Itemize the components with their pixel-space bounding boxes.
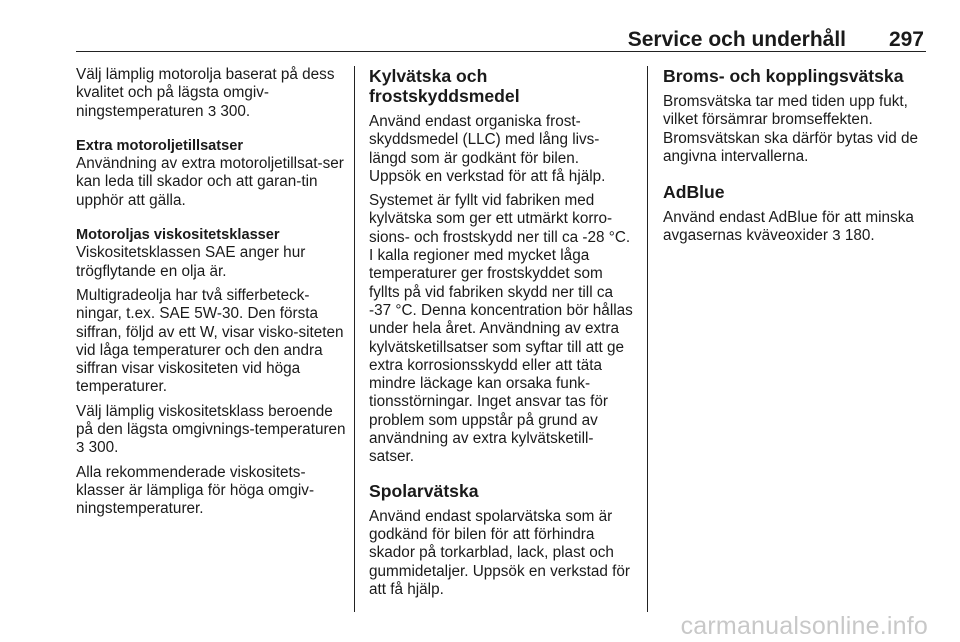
column-divider-2 (647, 66, 648, 612)
adblue-heading: AdBlue (663, 182, 725, 203)
section-title: Motoroljas viskositetsklasser (76, 227, 280, 244)
page-number: 297 (888, 28, 924, 51)
engine-oil-additives-section: Extra motoroljetillsatser Användning av extra motoroljetillsat-ser kan leda till skador och att garan-tin upphör att gälla. (76, 137, 344, 209)
page-ref-icon: 3 (207, 102, 217, 120)
watermark: carmanualsonline.info (680, 612, 928, 640)
page-ref-link[interactable]: 180. (844, 227, 875, 245)
column-2 (369, 66, 633, 605)
page-ref-icon: 3 (76, 439, 85, 457)
coolant-heading: Kylvätska och frostskyddsmedel (369, 66, 520, 106)
adblue-paragraph: Använd endast AdBlue för att minska avgasernas kväveoxider 3 180. (663, 209, 914, 245)
header-divider (76, 51, 926, 52)
brake-fluid-paragraph: Bromsvätska tar med tiden upp fukt, vilket försämrar bromseffekten. Bromsvätskan ska därför bytas vid de angivna intervallerna. (663, 93, 919, 165)
recommended-classes-paragraph: Alla rekommenderade viskositets-klasser är lämpliga för höga omgiv-ningstemperaturer. (76, 463, 315, 518)
page-header (76, 0, 926, 52)
column-divider-1 (354, 66, 355, 612)
viscosity-classes-section: Motoroljas viskositetsklasser Viskositetsklassen SAE anger hur trögflytande en olja är. (76, 227, 306, 280)
page-ref-icon: 3 (832, 227, 841, 245)
viscosity-choice-paragraph: Välj lämplig viskositetsklass beroende på den lägsta omgivnings-temperaturen 3 300. (76, 402, 346, 457)
page-title: Service och underhåll (627, 28, 846, 51)
brake-fluid-heading: Broms- och kopplingsvätska (663, 66, 904, 86)
intro-paragraph: Välj lämplig motorolja baserat på dess kvalitet och på lägsta omgiv-ningstemperaturen 3 300. (76, 66, 335, 120)
page-ref-link[interactable]: 300. (88, 439, 119, 457)
washer-fluid-heading: Spolarvätska (369, 480, 479, 501)
column-3 (663, 66, 931, 252)
column-1 (76, 66, 348, 525)
coolant-paragraph-1: Använd endast organiska frost-skyddsmedel (LLC) med lång livs-längd som är godkänt för bilen. Uppsök en verkstad för att få hjälp. (369, 113, 606, 185)
washer-fluid-paragraph: Använd endast spolarvätska som är godkänd för bilen för att förhindra skador på torkarblad, lack, plast och gummidetaljer. Uppsök en verkstad för att få hjälp. (369, 507, 631, 598)
page-ref-link[interactable]: 300. (220, 102, 251, 120)
section-title: Extra motoroljetillsatser (76, 137, 244, 154)
coolant-paragraph-2: Systemet är fyllt vid fabriken med kylvätska som ger ett utmärkt korro-sions- och frostskydd ner till ca -28 °C. I kalla regioner med mycket låga temperaturer ger frostskyddet som fyllts på vid fabriken skydd ner till ca -37 °C. Denna koncentration bör hållas under hela året. Användning av extra kylvätsketillsatser som syftar till att ge extra korrosionsskydd eller att täta mindre läckage kan orsaka funk-tionsstörningar. Inget ansvar tas för problem som uppstår på grund av användning av extra kylvätsketill-satser. (369, 192, 633, 466)
multigrade-paragraph: Multigradeolja har två sifferbeteck-ningar, t.ex. SAE 5W-30. Den första siffran, följd av ett W, visar visko-siteten vid låga temperaturer och den andra siffran visar viskositeten vid höga temperaturer. (76, 286, 344, 396)
